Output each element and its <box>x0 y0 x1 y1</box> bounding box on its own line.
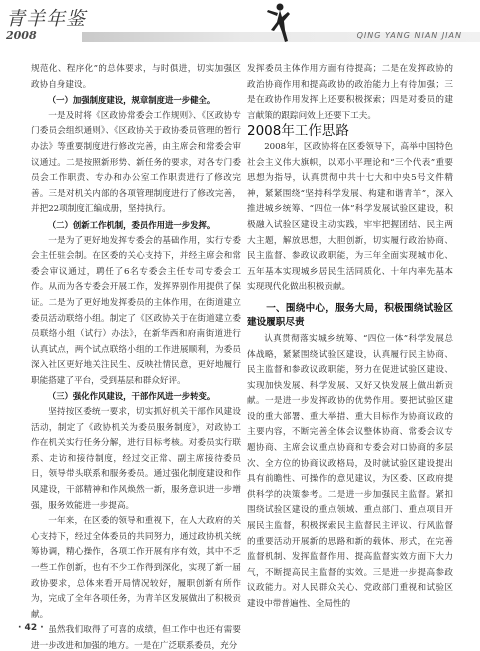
page-number: · 42 · <box>18 623 44 633</box>
section-title: 2008年工作思路 <box>247 123 349 140</box>
yearbook-logo <box>6 4 86 42</box>
paragraph: 虽然我们取得了可喜的成绩，但工作中也还有需要进一步改进和加强的地方。一是在广泛联系委员，充分 <box>31 625 241 651</box>
page-header <box>0 0 480 48</box>
paragraph: 2008年，区政协将在区委领导下，高举中国特色社会主义伟大旗帜，以邓小平理论和“三个代表”重要思想为指导，认真贯彻中共十七大和中央5号文件精神，紧紧围绕“坚持科学发展、构建和谐青羊”，深入推进城乡统筹、“四位一体”科学发展试验区建设，积极融入试验区建设主动实践，牢牢把握团结、民主两大主题，解放思想，大胆创新，切实履行政治协商、民主监督、参政议政职能，为三年全面实现城市化、五年基本实现城乡居民生活同质化、十年内率先基本实现现代化做出积极贡献。 <box>247 141 453 293</box>
subheading: （一）加强制度建设，规章制度进一步健全。 <box>47 95 216 106</box>
subheading: （三）强化作风建设，干部作风进一步转变。 <box>47 391 216 402</box>
dancer-silhouette-icon <box>258 0 302 44</box>
paragraph: 认真贯彻落实城乡统筹、“四位一体”科学发展总体战略，紧紧围绕试验区建设，认真履行民主协商、民主监督和参政议政职能，努力在促进试验区建设、实现加快发展、科学发展、又好又快发展上做出新贡献。一是进一步发挥政协的优势作用。要把试验区建设的重大部署、重大举措、重大目标作为协商议政的主要内容，不断完善全体会议整体协商、常委会议专题协商、主席会议重点协商和专委会对口协商的多层次、全方位的协商议政格局，及时就试验区建设提出具有前瞻性、可操作的意见建议，为区委、区政府提供科学的决策参考。二是进一步加强民主监督。紧扣围绕试验区建设的重点领域、重点部门、重点项目开展民主监督，积极探索民主监督民主评议、行风监督的重要活动开展新的思路和新的载体、形式，在完善监督机制、发挥监督作用、提高监督实效方面下大力气，不断提高民主监督的实效。三是进一步提高参政议政能力。对人民群众关心、党政部门重视和试验区建设中带普遍性、全局性的 <box>247 333 453 609</box>
left-column <box>31 62 241 651</box>
paragraph: 一年来，在区委的领导和重视下，在人大政府的关心支持下，经过全体委员的共同努力，通过政协机关统筹协调，精心操作，各项工作开展有序有效，其中不乏一些工作创新，也有不少工作得到深化，实现了新一届政协要求，总体来看开局情况较好，履职创新有所作为，完成了全年各项任务，为青羊区发展做出了积极贡献。 <box>31 516 241 620</box>
logo-year: 2008 <box>6 29 37 42</box>
right-column <box>247 62 453 613</box>
paragraph: 规范化、程序化”的总体要求，与时俱进，切实加强区政协自身建设。 <box>31 64 241 90</box>
section-heading: 一、围绕中心，服务大局，积极围绕试验区建设履职尽责 <box>247 302 453 328</box>
paragraph: 发挥委员主体作用方面有待提高；二是在发挥政协的政治协商作用和提高政协的政治能力上有待加强；三是在政协作用发挥上还要积极探索；四是对委员的建言献策的跟踪问效上还要下工夫。 <box>247 64 453 121</box>
header-pinyin: QING YANG NIAN JIAN <box>356 31 462 40</box>
logo-title: 青羊年鉴 <box>6 8 87 30</box>
paragraph: 坚持按区委统一要求，切实抓好机关干部作风建设活动，制定了《政协机关为委员服务制度》，对政协工作在机关实行任务分解，进行目标考核。对委员实行联系、走访和接待制度，经过交正常、副主席接待委员日，领导带头联系和服务委员。通过强化制度建设和作风建设，干部精神和作风焕然一新，服务意识进一步增强，服务效能进一步提高。 <box>31 407 241 511</box>
subheading: （二）创新工作机制，委员作用进一步发挥。 <box>47 219 216 230</box>
paragraph: 一是及时将《区政协常委会工作规则》、《区政协专门委员会组织通则》、《区政协关于政协委员管理的暂行办法》等重要制度进行修改完善，由主席会和常委会审议通过。二是按照新形势、新任务的要求，对各专门委员会工作职责、专办和办公室工作职责进行了修改完善。三是对机关内部的各项管理制度进行了修改完善，并把22项制度汇编成册，坚持执行。 <box>31 110 241 215</box>
paragraph: 一是为了更好地发挥专委会的基础作用，实行专委会主任驻会制。在区委的关心支持下，并经主席会和常委会审议通过，聘任了6名专委会主任专司专委会工作。从而为各专委会开展工作，发挥界别作用提供了保证。二是为了更好地发挥委员的主体作用，在街道建立委员活动联络小组。制定了《区政协关于在街道建立委员联络小组（试行）办法》，在新华西和府南街道进行认真试点，两个试点联络小组的工作进展顺利，为委员深入社区更好地关注民生、反映社情民意，更好地履行职能搭建了平台，受到基层和群众好评。 <box>31 235 241 386</box>
